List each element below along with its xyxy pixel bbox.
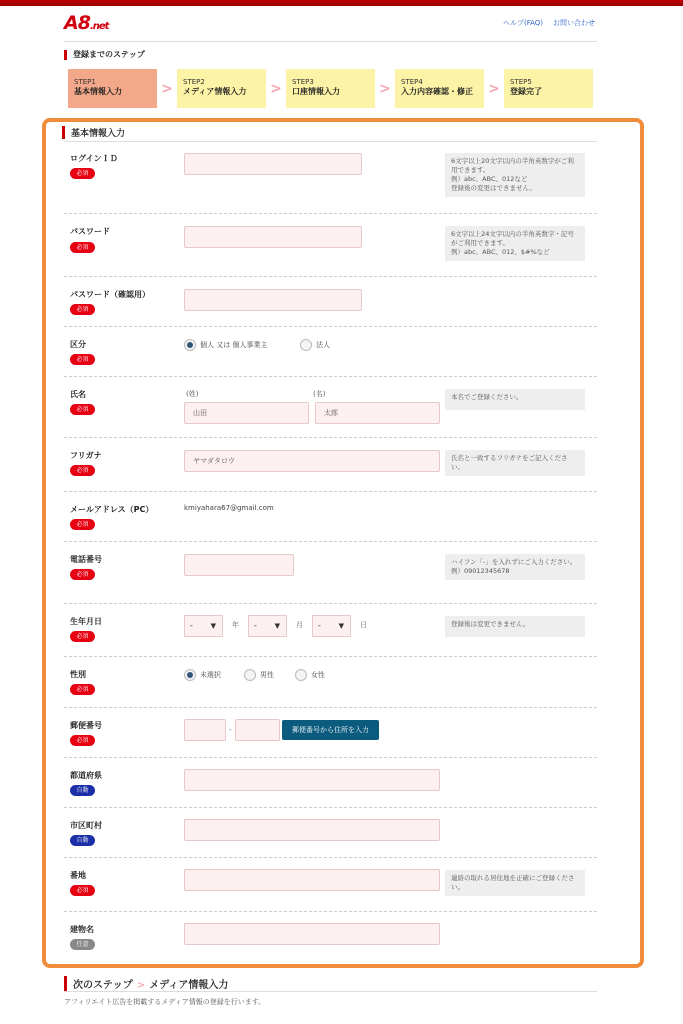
city-label: 市区町村 — [70, 821, 102, 830]
email-value: kmiyahara67@gmail.com — [184, 504, 274, 512]
day-label: 日 — [360, 621, 367, 629]
required-badge: 必須 — [70, 735, 95, 746]
year-label: 年 — [232, 621, 239, 629]
city-row — [64, 807, 597, 857]
required-badge: 必須 — [70, 304, 95, 315]
divider — [64, 991, 597, 992]
password-hint: 6文字以上24文字以内の半角英数字・記号がご利用できます。 例）abc、ABC、012、$#%など — [445, 226, 585, 261]
step-4-num: STEP4 — [401, 78, 423, 86]
required-badge: 必須 — [70, 404, 95, 415]
category-individual-radio[interactable] — [184, 339, 267, 351]
radio-selected-icon — [184, 339, 196, 351]
login-id-label: ログインＩＤ — [70, 154, 118, 163]
top-bar — [0, 0, 683, 6]
logo-main: A8 — [64, 12, 90, 34]
chevron-down-icon: ▼ — [274, 622, 280, 630]
gender-unselected-radio[interactable] — [184, 669, 221, 681]
header-links — [503, 18, 595, 28]
zip-first-input[interactable] — [184, 719, 226, 741]
phone-input[interactable] — [184, 554, 294, 576]
furigana-row — [64, 437, 597, 491]
address-row — [64, 857, 597, 911]
a8net-logo[interactable] — [64, 12, 108, 34]
mei-label: (名) — [313, 390, 326, 398]
password-label: パスワード — [70, 227, 110, 236]
auto-badge: 自動 — [70, 785, 95, 796]
prefecture-row — [64, 757, 597, 807]
next-step-description: アフィリエイト広告を掲載するメディア情報の登録を行います。 — [64, 998, 266, 1006]
gender-male-label: 男性 — [260, 671, 274, 679]
password-confirm-label: パスワード（確認用） — [70, 290, 150, 299]
login-id-row — [64, 141, 597, 213]
step-arrow-icon: > — [270, 80, 282, 97]
email-row — [64, 491, 597, 541]
zip-second-input[interactable] — [235, 719, 280, 741]
category-label: 区分 — [70, 340, 86, 349]
step-progress — [68, 69, 593, 108]
password-row — [64, 213, 597, 276]
step-3-label: 口座情報入力 — [292, 87, 340, 96]
step-5-label: 登録完了 — [510, 87, 542, 96]
birth-year-value: - — [190, 621, 193, 630]
birth-day-value: - — [318, 621, 321, 630]
birthday-label: 生年月日 — [70, 617, 102, 626]
step-arrow-icon: > — [379, 80, 391, 97]
category-individual-label: 個人 又は 個人事業主 — [200, 341, 268, 349]
next-step-heading — [64, 976, 228, 991]
birthday-row — [64, 603, 597, 656]
furigana-hint: 氏名と一致するフリガナをご記入ください。 — [445, 450, 585, 476]
name-label: 氏名 — [70, 390, 86, 399]
radio-selected-icon — [184, 669, 196, 681]
step-arrow-icon: > — [161, 80, 173, 97]
furigana-label: フリガナ — [70, 451, 102, 460]
step-1-label: 基本情報入力 — [74, 87, 122, 96]
gender-female-label: 女性 — [311, 671, 325, 679]
required-badge: 必須 — [70, 631, 95, 642]
step-1-num: STEP1 — [74, 78, 96, 86]
month-label: 月 — [296, 621, 303, 629]
step-5-num: STEP5 — [510, 78, 532, 86]
step-3 — [286, 69, 375, 108]
birth-month-select[interactable] — [248, 615, 287, 637]
phone-label: 電話番号 — [70, 555, 102, 564]
login-id-hint: 6文字以上20文字以内の半角英数字がご利用できます。 例）abc、ABC、012など 登録後の変更はできません。 — [445, 153, 585, 197]
mei-input[interactable]: 太郎 — [315, 402, 440, 424]
optional-badge: 任意 — [70, 939, 95, 950]
sei-label: (姓) — [186, 390, 199, 398]
gender-label: 性別 — [70, 670, 86, 679]
required-badge: 必須 — [70, 242, 95, 253]
step-4 — [395, 69, 484, 108]
required-badge: 必須 — [70, 168, 95, 179]
address-label: 番地 — [70, 871, 86, 880]
category-row — [64, 326, 597, 376]
password-input[interactable] — [184, 226, 362, 248]
required-badge: 必須 — [70, 519, 95, 530]
birth-year-select[interactable] — [184, 615, 223, 637]
birthday-hint: 登録後は変更できません。 — [445, 616, 585, 637]
required-badge: 必須 — [70, 354, 95, 365]
step-4-label: 入力内容確認・修正 — [401, 87, 473, 96]
gender-female-radio[interactable] — [295, 669, 325, 681]
name-row — [64, 376, 597, 437]
step-2-label: メディア情報入力 — [183, 87, 247, 96]
prefecture-label: 都道府県 — [70, 771, 102, 780]
phone-row — [64, 541, 597, 603]
step-arrow-icon: > — [488, 80, 500, 97]
radio-icon — [244, 669, 256, 681]
form-title: 基本情報入力 — [62, 126, 125, 139]
building-input[interactable] — [184, 923, 440, 945]
chevron-down-icon: ▼ — [210, 622, 216, 630]
help-link[interactable]: ヘルプ(FAQ) — [502, 19, 543, 27]
zip-dash: - — [229, 726, 232, 734]
gender-row — [64, 656, 597, 707]
required-badge: 必須 — [70, 684, 95, 695]
password-confirm-input[interactable] — [184, 289, 362, 311]
password-confirm-row — [64, 276, 597, 326]
gender-unselected-label: 未選択 — [200, 671, 221, 679]
step-2 — [177, 69, 266, 108]
logo-suffix: .net — [89, 21, 109, 32]
address-hint: 連絡の取れる居住地を正確にご登録ください。 — [445, 870, 585, 896]
steps-title: 登録までのステップ — [64, 50, 145, 60]
category-corporate-radio[interactable] — [300, 339, 330, 351]
city-input[interactable] — [184, 819, 440, 841]
radio-icon — [295, 669, 307, 681]
step-2-num: STEP2 — [183, 78, 205, 86]
zip-row — [64, 707, 597, 757]
required-badge: 必須 — [70, 465, 95, 476]
building-row — [64, 911, 597, 961]
furigana-input[interactable]: ヤマダタロウ — [184, 450, 440, 472]
required-badge: 必須 — [70, 569, 95, 580]
phone-hint: ハイフン「-」を入れずにご入力ください。 例）09012345678 — [445, 554, 585, 580]
required-badge: 必須 — [70, 885, 95, 896]
contact-link[interactable]: お問い合わせ — [553, 19, 595, 27]
zip-lookup-button[interactable]: 郵便番号から住所を入力 — [282, 720, 379, 740]
sei-input[interactable]: 山田 — [184, 402, 309, 424]
building-label: 建物名 — [70, 925, 94, 934]
email-label: メールアドレス（PC） — [70, 505, 154, 514]
step-3-num: STEP3 — [292, 78, 314, 86]
step-1 — [68, 69, 157, 108]
next-step-title: メディア情報入力 — [149, 980, 229, 991]
auto-badge: 自動 — [70, 835, 95, 846]
birth-month-value: - — [254, 621, 257, 630]
address-input[interactable] — [184, 869, 440, 891]
category-corporate-label: 法人 — [316, 341, 330, 349]
gender-male-radio[interactable] — [244, 669, 274, 681]
chevron-right-icon: > — [136, 980, 146, 991]
divider — [64, 41, 597, 42]
chevron-down-icon: ▼ — [338, 622, 344, 630]
name-hint: 本名でご登録ください。 — [445, 389, 585, 410]
login-id-input[interactable] — [184, 153, 362, 175]
step-5 — [504, 69, 593, 108]
birth-day-select[interactable] — [312, 615, 351, 637]
prefecture-input[interactable] — [184, 769, 440, 791]
radio-icon — [300, 339, 312, 351]
next-step-prefix: 次のステップ — [73, 980, 133, 991]
zip-label: 郵便番号 — [70, 721, 102, 730]
